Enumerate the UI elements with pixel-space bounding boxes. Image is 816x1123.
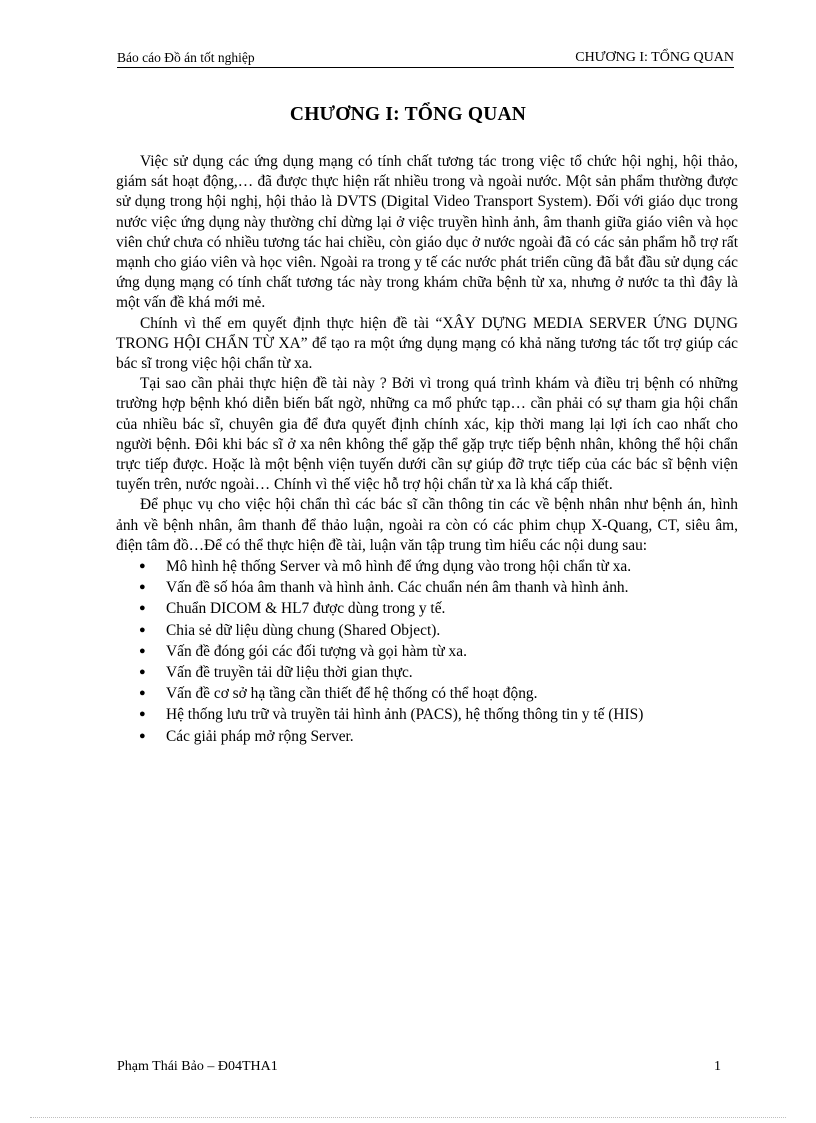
list-item-text: Vấn đề truyền tải dữ liệu thời gian thực. — [166, 664, 413, 682]
list-item-text: Vấn đề đóng gói các đối tượng và gọi hàm từ xa. — [166, 642, 467, 660]
bullet-icon: ● — [139, 687, 146, 700]
list-item — [116, 641, 738, 662]
list-item — [116, 577, 738, 598]
bullet-icon: ● — [139, 729, 146, 742]
bullet-icon: ● — [139, 708, 146, 721]
bullet-icon: ● — [139, 623, 146, 636]
header-chapter-title: CHƯƠNG I: TỔNG QUAN — [575, 50, 734, 65]
content-list — [116, 556, 738, 747]
page-number: 1 — [714, 1059, 721, 1074]
document-body — [116, 152, 738, 747]
list-item-text: Các giải pháp mở rộng Server. — [166, 727, 354, 745]
list-item-text: Hệ thống lưu trữ và truyền tải hình ảnh (PACS), hệ thống thông tin y tế (HIS) — [166, 706, 644, 724]
footer-author: Phạm Thái Bảo – Đ04THA1 — [117, 1059, 278, 1074]
list-item-text: Vấn đề cơ sở hạ tầng cần thiết để hệ thống có thể hoạt động. — [166, 685, 538, 703]
chapter-title: CHƯƠNG I: TỔNG QUAN — [289, 104, 527, 125]
list-item-text: Mô hình hệ thống Server và mô hình để ứng dụng vào trong hội chẩn từ xa. — [166, 558, 632, 576]
bullet-icon: ● — [139, 666, 146, 679]
list-item — [116, 683, 738, 704]
page-header — [117, 50, 734, 68]
paragraph-topic: Chính vì thế em quyết định thực hiện đề tài “XÂY DỰNG MEDIA SERVER ỨNG DỤNG TRONG HỘI CHẨN TỪ XA” để tạo ra một ứng dụng mạng có khả năng tương tác tốt trợ giúp các bác sĩ trong việc hội chẩn từ xa. — [116, 314, 738, 373]
list-item-text: Chia sẻ dữ liệu dùng chung (Shared Object). — [166, 621, 441, 639]
list-item-text: Chuẩn DICOM & HL7 được dùng trong y tế. — [166, 600, 446, 618]
list-item — [116, 704, 738, 725]
list-item — [116, 662, 738, 683]
header-report-title: Báo cáo Đồ án tốt nghiệp — [117, 50, 255, 65]
bullet-icon: ● — [139, 602, 146, 615]
bullet-icon: ● — [139, 581, 146, 594]
list-item — [116, 726, 738, 747]
list-item — [116, 598, 738, 619]
paragraph-scope: Để phục vụ cho việc hội chẩn thì các bác sĩ cần thông tin các về bệnh nhân như bệnh án, hình ảnh về bệnh nhân, âm thanh để thảo luận, ngoài ra còn có các phim chụp X-Quang, CT, siêu âm, điện tâm đồ…Để có thể thực hiện đề tài, luận văn tập trung tìm hiểu các nội dung sau: — [116, 496, 738, 554]
page-edge-divider — [30, 1117, 786, 1118]
paragraph-motivation: Tại sao cần phải thực hiện đề tài này ? Bởi vì trong quá trình khám và điều trị bệnh có những trường hợp bệnh khó diễn biến bất ngờ, những ca mổ phức tạp… cần phải có sự tham gia hội chẩn của nhiều bác sĩ, chuyên gia để đưa quyết định chính xác, kịp thời mang lại lợi ích cao nhất cho người bệnh. Đôi khi bác sĩ ở xa nên không thể gặp thể gặp trực tiếp bệnh nhân, không thể hội chẩn trực tiếp được. Hoặc là một bệnh viện tuyến dưới cần sự giúp đỡ trực tiếp của các bác sĩ bệnh viện tuyến trên, nước ngoài… Chính vì thế việc hỗ trợ hội chẩn từ xa là khá cấp thiết. — [116, 375, 738, 494]
list-item — [116, 620, 738, 641]
list-item-text: Vấn đề số hóa âm thanh và hình ảnh. Các chuẩn nén âm thanh và hình ảnh. — [166, 579, 629, 597]
bullet-icon: ● — [139, 644, 146, 657]
list-item — [116, 556, 738, 577]
bullet-icon: ● — [139, 560, 146, 573]
paragraph-intro: Việc sử dụng các ứng dụng mạng có tính chất tương tác trong việc tổ chức hội nghị, hội thảo, giám sát hoạt động,… đã được thực hiện rất nhiều trong và ngoài nước. Một sản phẩm thường được sử dụng trong hội nghị, hội thảo là DVTS (Digital Video Transport System). Đối với giáo dục trong nước việc ứng dụng này thường chỉ dừng lại ở việc truyền hình ảnh, âm thanh giữa giáo viên và học viên chứ chưa có nhiều tương tác hai chiều, còn giáo dục ở nước ngoài đã có các sản phẩm hỗ trợ rất mạnh cho giáo viên và học viên. Ngoài ra trong y tế các nước phát triển cũng đã bắt đầu sử dụng các ứng dụng mạng có tính chất tương tác này trong khám chữa bệnh từ xa, nhưng ở nước ta thì đây là một vấn đề khá mới mẻ. — [116, 153, 738, 312]
